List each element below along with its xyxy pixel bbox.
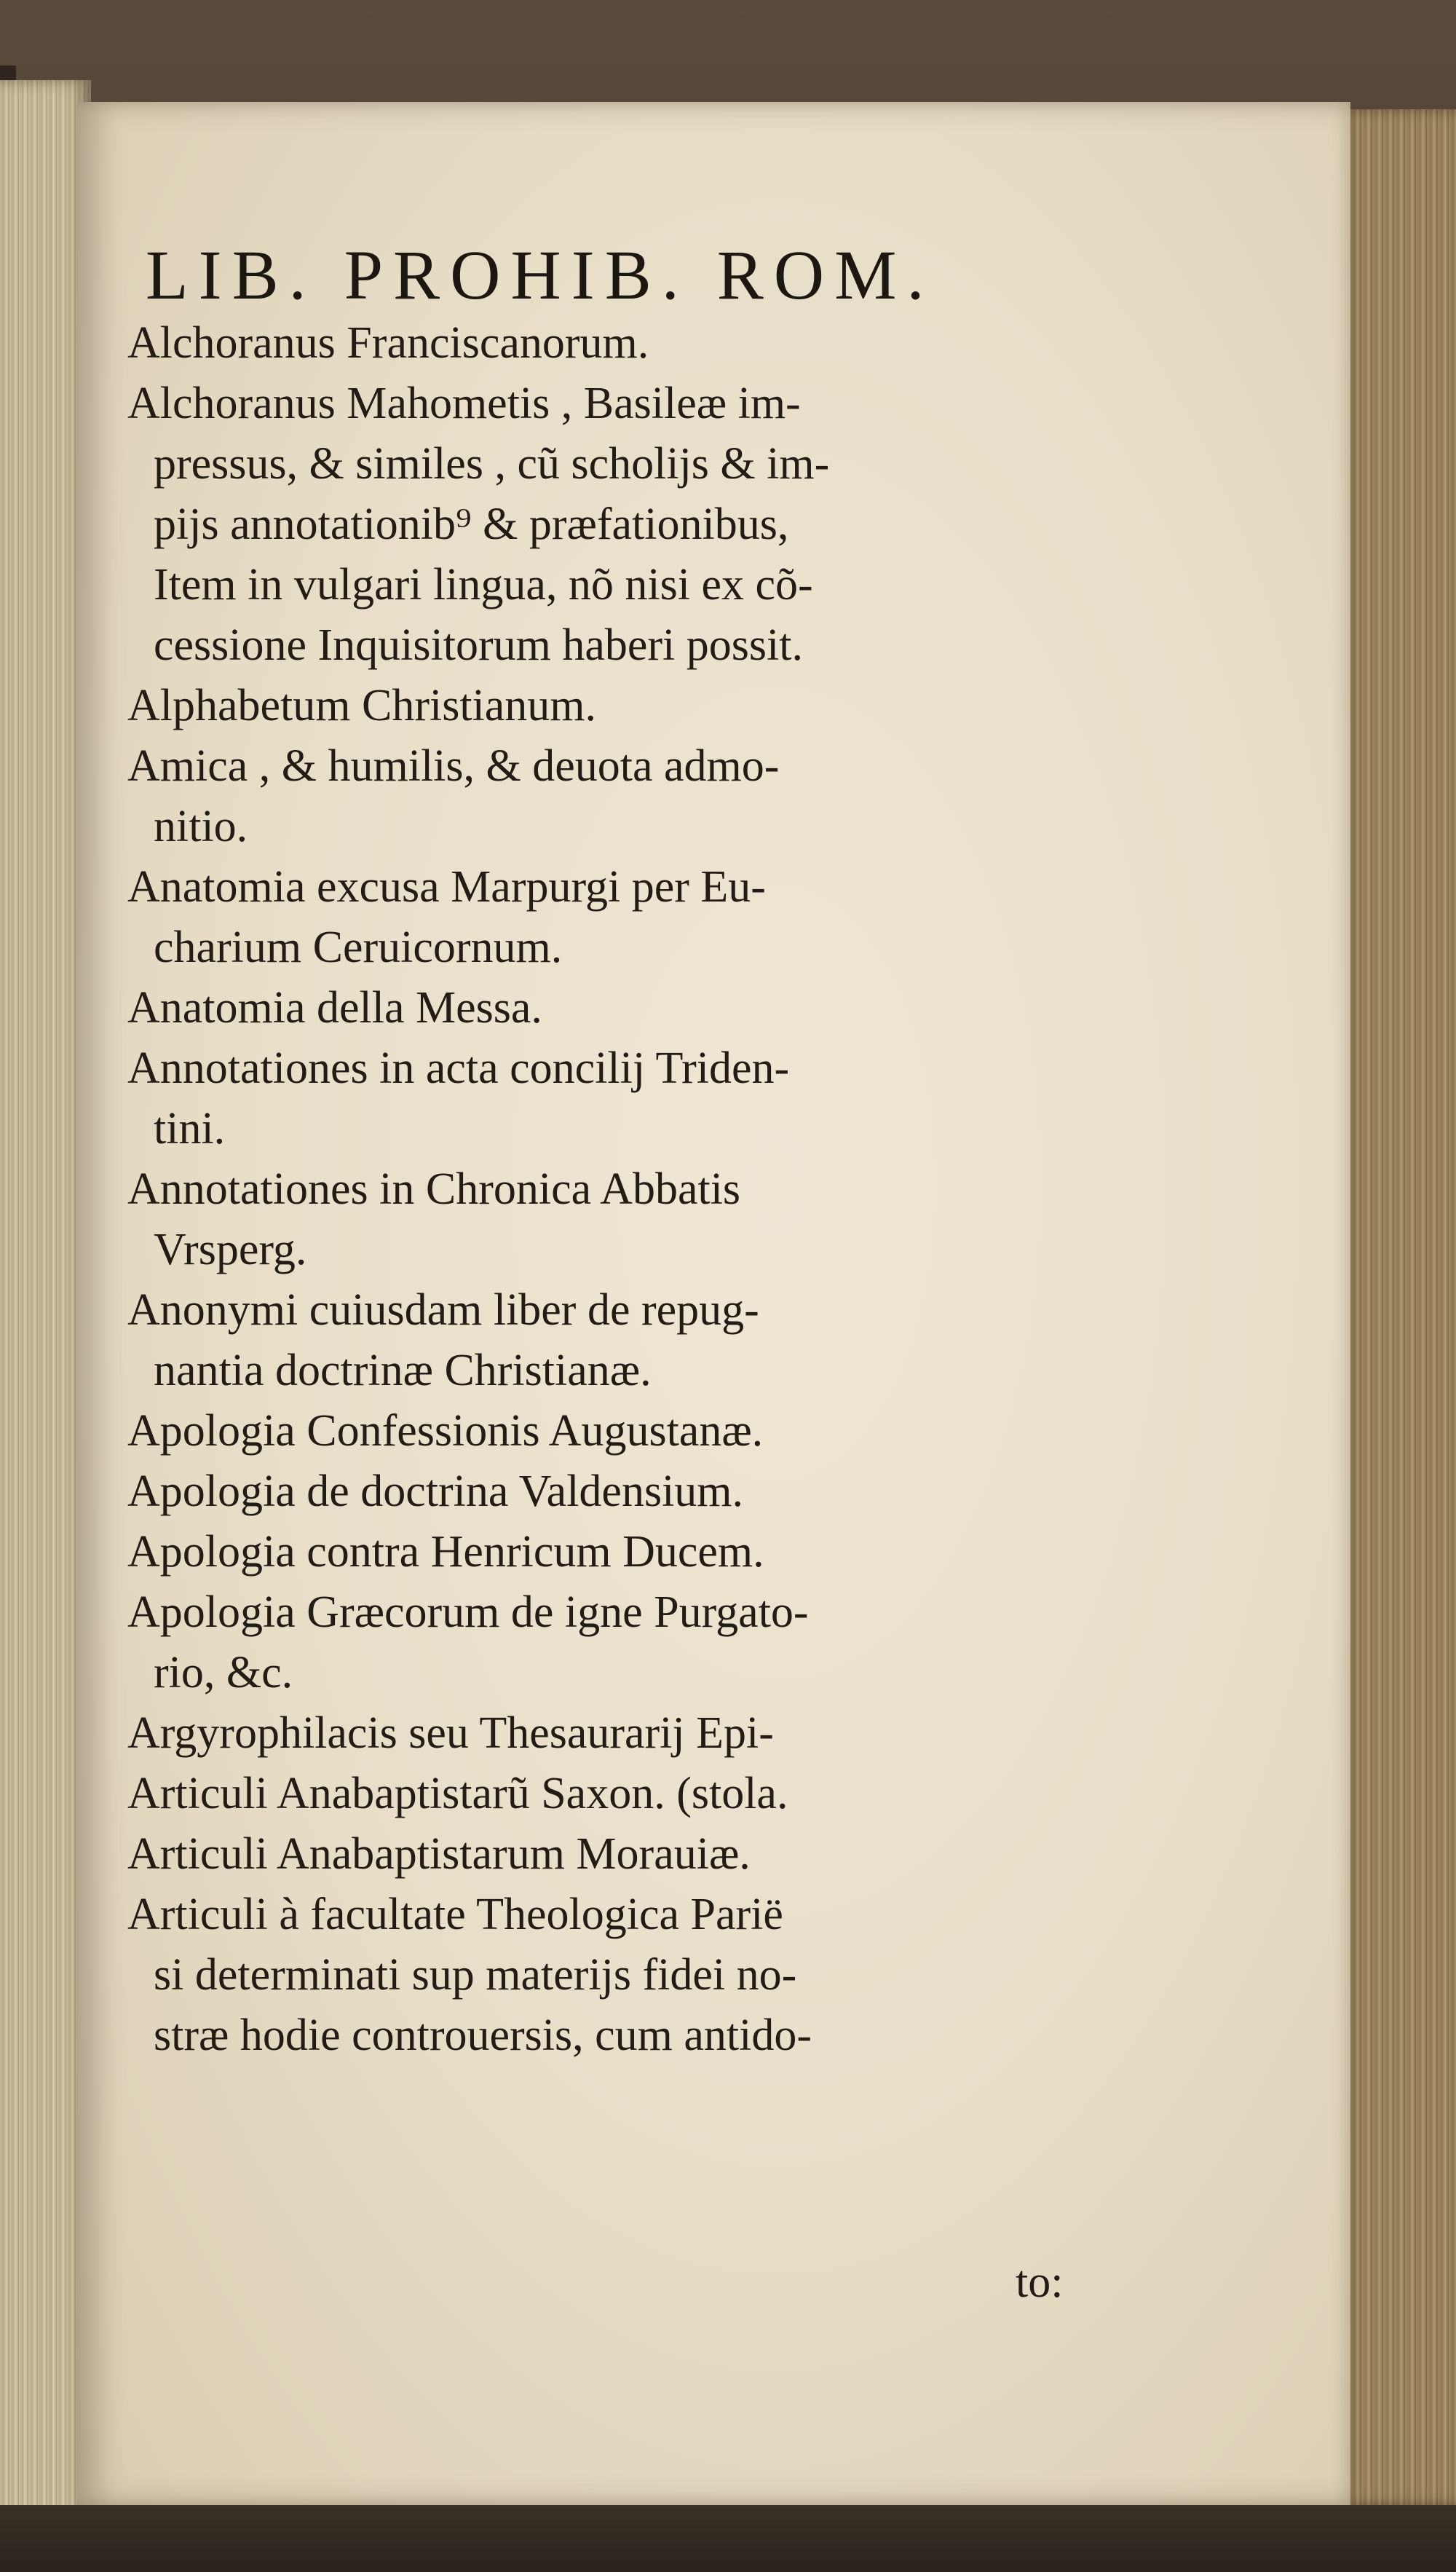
list-item: [127, 978, 1168, 1038]
list-item: [127, 1280, 1168, 1401]
list-item: [127, 736, 1168, 857]
entry-line: tini.: [154, 1104, 226, 1153]
entry-line: rio, &c.: [154, 1648, 293, 1697]
list-item: [127, 1764, 1168, 1824]
list-item: [127, 1401, 1168, 1461]
entry-line: Amica , & humilis, & deuota admo-: [127, 741, 780, 791]
entry-line: Apologia Græcorum de igne Purgato-: [127, 1587, 809, 1637]
list-item: [127, 676, 1168, 736]
entry-line: Annotationes in Chronica Abbatis: [127, 1164, 741, 1214]
entry-line: Item in vulgari lingua, nõ nisi ex cõ-: [154, 560, 813, 610]
running-head: LIB. PROHIB. ROM.: [146, 236, 935, 314]
list-item: [127, 1159, 1168, 1280]
entry-line: stræ hodie controuersis, cum antido-: [154, 2011, 812, 2060]
entry-line: Apologia Confessionis Augustanæ.: [127, 1406, 764, 1456]
list-item: [127, 1522, 1168, 1582]
entry-line: pressus, & similes , cũ scholijs & im-: [154, 439, 830, 489]
entry-line: Anatomia della Messa.: [127, 983, 542, 1033]
entry-line: charium Ceruicornum.: [154, 923, 563, 972]
list-item: [127, 1582, 1168, 1703]
book-bottom-edge: [0, 2505, 1456, 2572]
entry-line: Articuli Anabaptistarũ Saxon. (stola.: [127, 1769, 788, 1818]
entry-line: cessione Inquisitorum haberi possit.: [154, 620, 803, 670]
entry-line: Alphabetum Christianum.: [127, 681, 597, 730]
entry-line: Apologia contra Henricum Ducem.: [127, 1527, 764, 1577]
entry-line: pijs annotationib⁹ & præfationibus,: [154, 500, 789, 549]
entry-line: Alchoranus Mahometis , Basileæ im-: [127, 379, 801, 428]
entry-line: nantia doctrinæ Christianæ.: [154, 1346, 652, 1395]
entry-line: Anatomia excusa Marpurgi per Eu-: [127, 862, 766, 912]
entry-line: Articuli Anabaptistarum Morauiæ.: [127, 1829, 751, 1879]
list-item: [127, 1885, 1168, 2066]
entry-line: Annotationes in acta concilij Triden-: [127, 1044, 790, 1093]
book-page: [76, 102, 1350, 2505]
entry-line: nitio.: [154, 802, 248, 851]
page-stack-right: [1340, 109, 1456, 2505]
list-item: [127, 374, 1168, 676]
entry-line: si determinati sup materijs fidei no-: [154, 1950, 797, 2000]
entry-line: Apologia de doctrina Valdensium.: [127, 1467, 744, 1516]
entry-line: Argyrophilacis seu Thesaurarij Epi-: [127, 1708, 774, 1758]
index-entries: [127, 313, 1168, 2066]
entry-line: Anonymi cuiusdam liber de repug-: [127, 1285, 759, 1335]
entry-line: Articuli à facultate Theologica Parië: [127, 1890, 783, 1939]
catchword: to:: [1016, 2257, 1064, 2307]
entry-line: Vrsperg.: [154, 1225, 307, 1274]
list-item: [127, 1703, 1168, 1764]
entry-line: Alchoranus Franciscanorum.: [127, 318, 649, 368]
list-item: [127, 1038, 1168, 1159]
list-item: [127, 857, 1168, 978]
list-item: [127, 313, 1168, 374]
list-item: [127, 1461, 1168, 1522]
list-item: [127, 1824, 1168, 1885]
